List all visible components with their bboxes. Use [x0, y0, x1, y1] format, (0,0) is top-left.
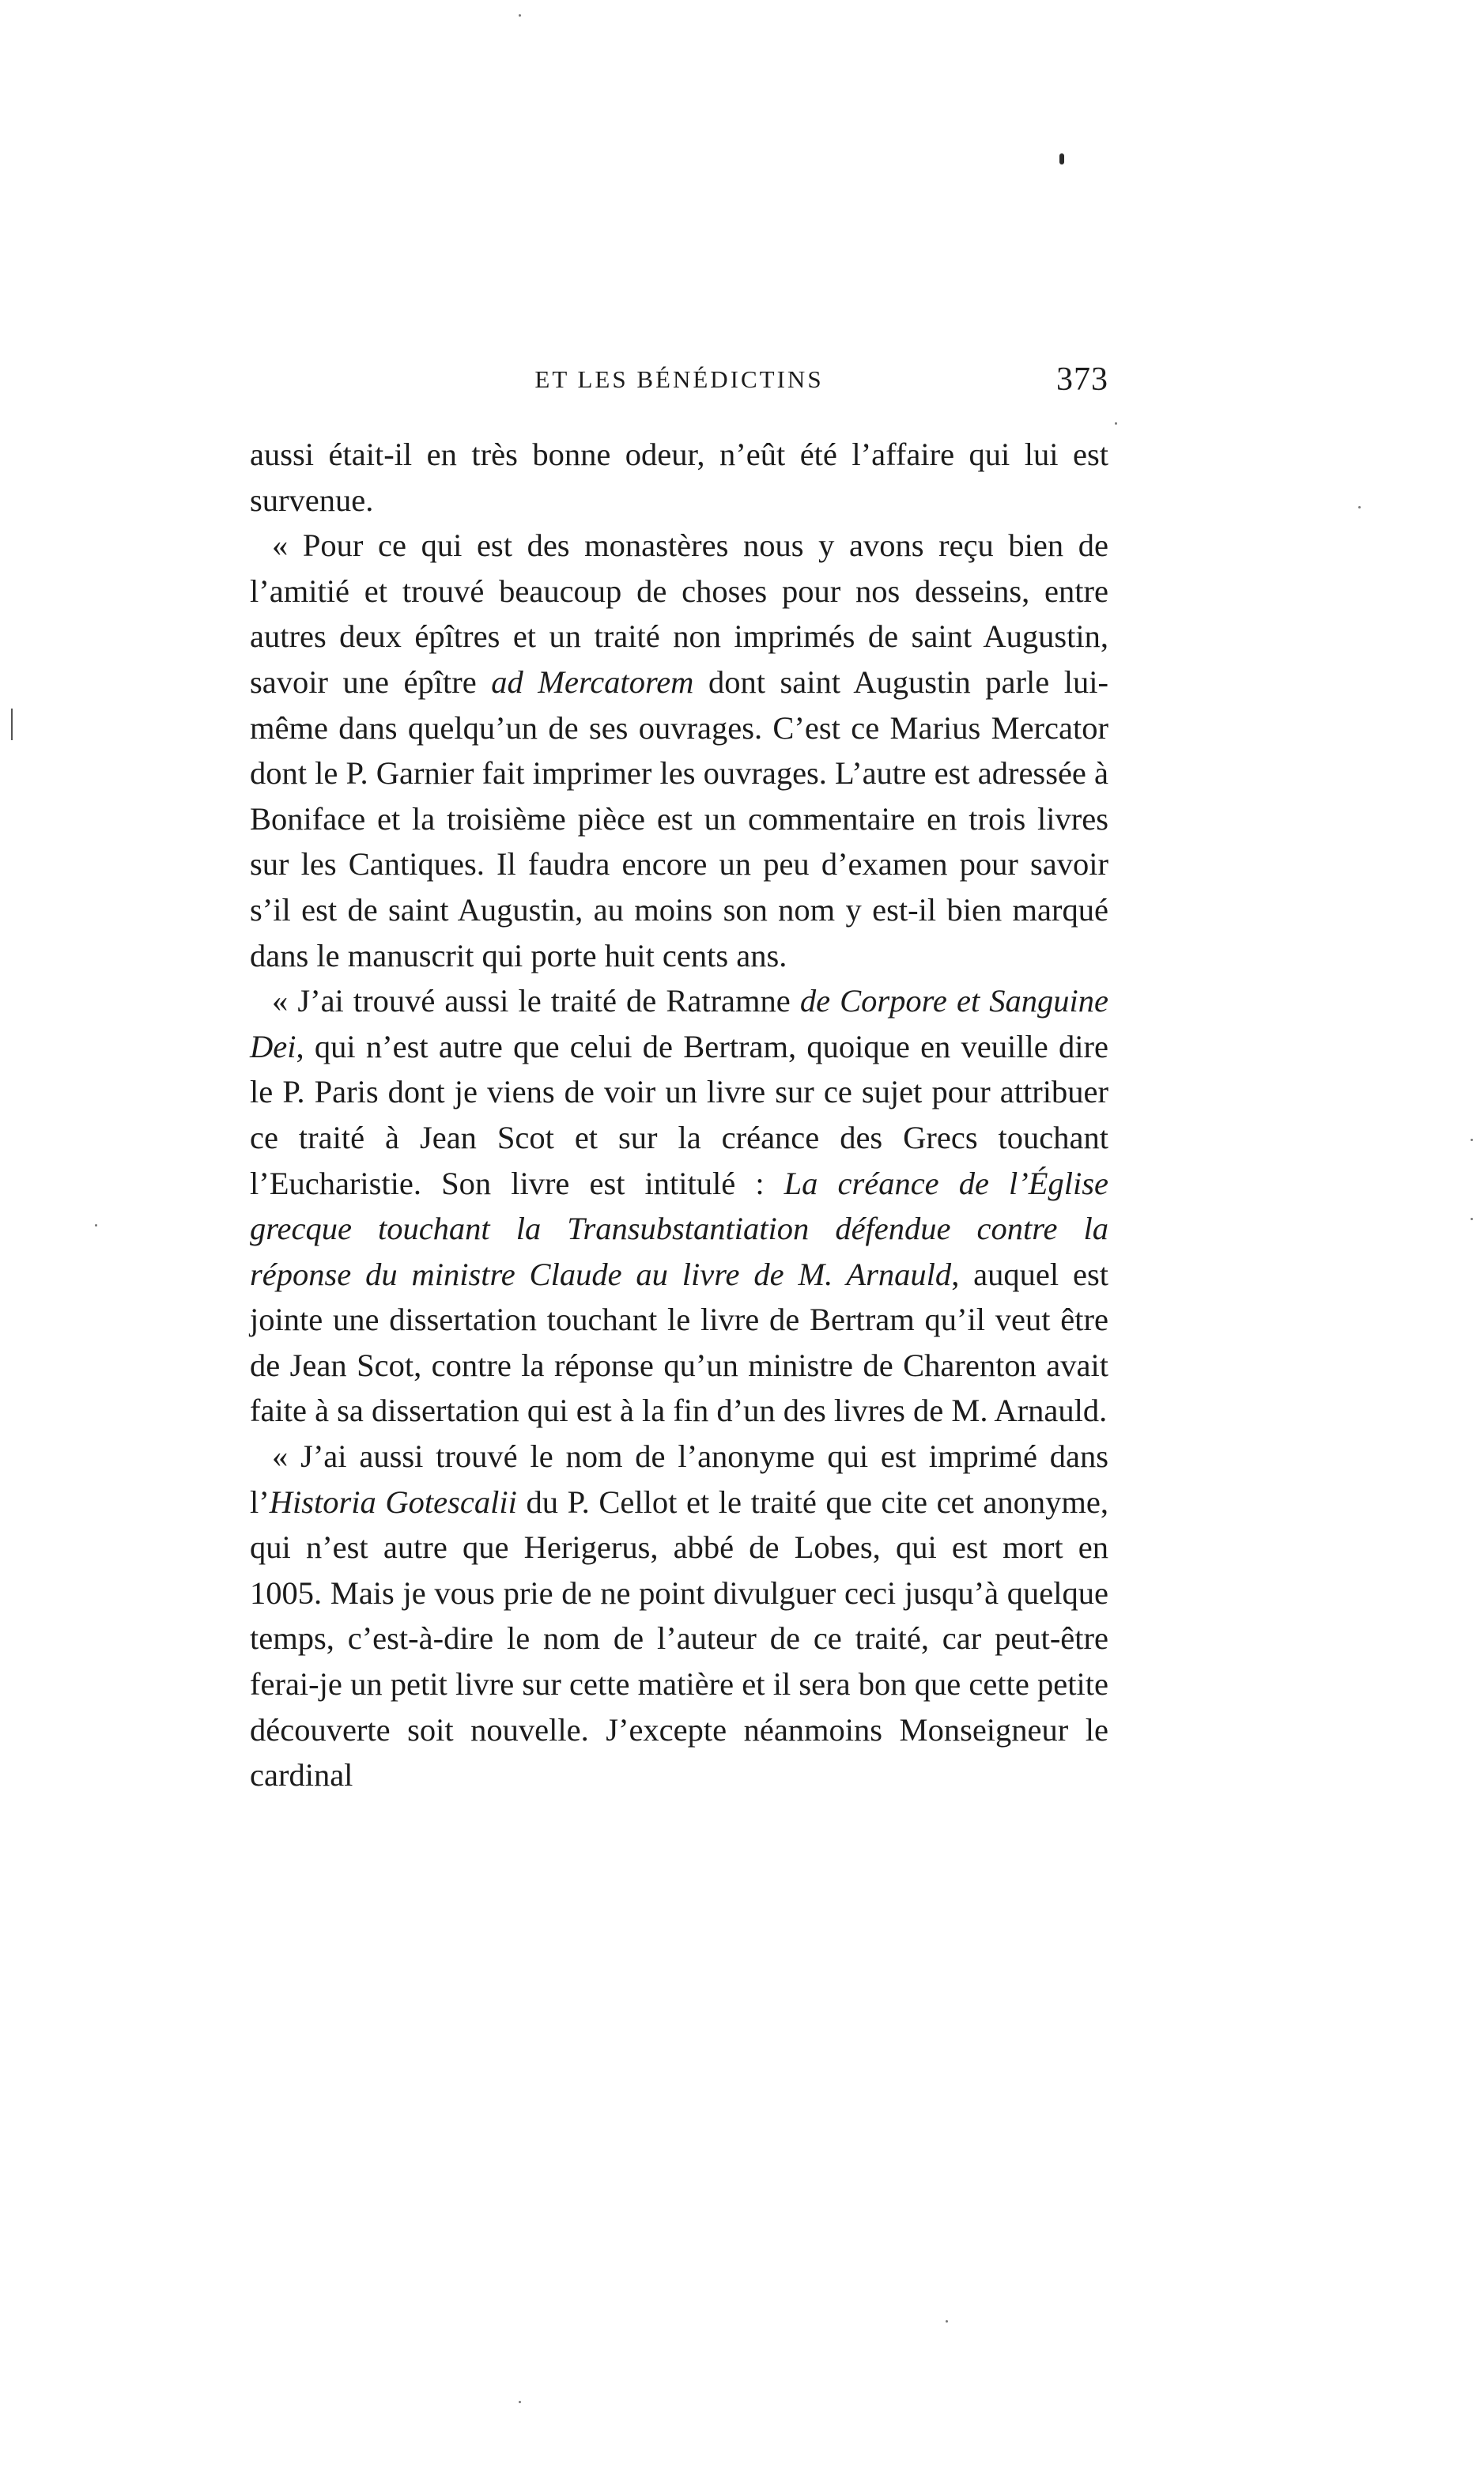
italic-title: de Corpore et Sanguine Dei: [250, 983, 1108, 1064]
italic-title: ad Mercatorem: [491, 663, 694, 700]
page-number: 373: [1056, 361, 1108, 398]
speck: [95, 1224, 97, 1227]
speck: [1115, 422, 1117, 425]
ink-spot: [1059, 153, 1064, 164]
text-run: « Pour ce qui est des monastères nous y avons reçu bien de l’amitié et trouvé beaucoup de choses pour nos desseins, entre autres deux épîtres et un traité non imprimés de saint Augustin, savoir une épître: [250, 527, 1108, 700]
speck: [519, 14, 521, 17]
paragraph: [250, 1434, 1108, 1798]
speck: [946, 2320, 948, 2323]
paragraph: [250, 432, 1108, 523]
text-run: « J’ai trouvé aussi le traité de Ratramne: [272, 983, 800, 1019]
speck: [519, 2401, 521, 2403]
italic-title: Historia Gotescalii: [269, 1484, 517, 1520]
speck: [1471, 1139, 1473, 1141]
text-run: « J’ai aussi trouvé le nom de l’anonyme qui est imprimé dans l’: [250, 1438, 1108, 1520]
text-run: du P. Cellot et le traité que cite cet anonyme, qui n’est autre que Herigerus, abbé de Lobes, qui est mort en 1005. Mais je vous prie de ne point divulguer ceci jusqu’à quelque temps, c’est-à-dire le nom de l’auteur de ce traité, car peut-être ferai-je un petit livre sur cette matière et il sera bon que cette petite découverte soit nouvelle. J’excepte néanmoins Monseigneur le cardinal: [250, 1484, 1108, 1794]
margin-mark: [11, 709, 13, 740]
body-text: [250, 432, 1108, 1798]
paragraph: [250, 978, 1108, 1434]
text-run: , auquel est jointe une dissertation touchant le livre de Bertram qu’il veut être de Jean Scot, contre la réponse qu’un ministre de Charenton avait faite à sa dissertation qui est à la fin d’un des livres de M. Arnauld.: [250, 1256, 1108, 1429]
speck: [1358, 506, 1361, 508]
page-header: [250, 361, 1108, 413]
text-run: , qui n’est autre que celui de Bertram, quoique en veuille dire le P. Paris dont je viens de voir un livre sur ce sujet pour attribuer ce traité à Jean Scot et sur la créance des Grecs touchant l’Eucharistie. Son livre est intitulé :: [250, 1028, 1108, 1201]
text-run: aussi était-il en très bonne odeur, n’eût été l’affaire qui lui est survenue.: [250, 437, 1108, 518]
speck: [1471, 1218, 1473, 1220]
paragraph: [250, 523, 1108, 978]
italic-title: La créance de l’Église grecque touchant la Transubstantiation défendue contre la réponse du ministre Claude au livre de M. Arnauld: [250, 1165, 1108, 1292]
running-title: ET LES BÉNÉDICTINS: [534, 365, 824, 393]
text-run: dont saint Augustin parle lui-même dans quelqu’un de ses ouvrages. C’est ce Marius Mercator dont le P. Garnier fait imprimer les ouvrages. L’autre est adressée à Boniface et la troisième pièce est un commentaire en trois livres sur les Cantiques. Il faudra encore un peu d’examen pour savoir s’il est de saint Augustin, au moins son nom y est-il bien marqué dans le manuscrit qui porte huit cents ans.: [250, 663, 1109, 973]
